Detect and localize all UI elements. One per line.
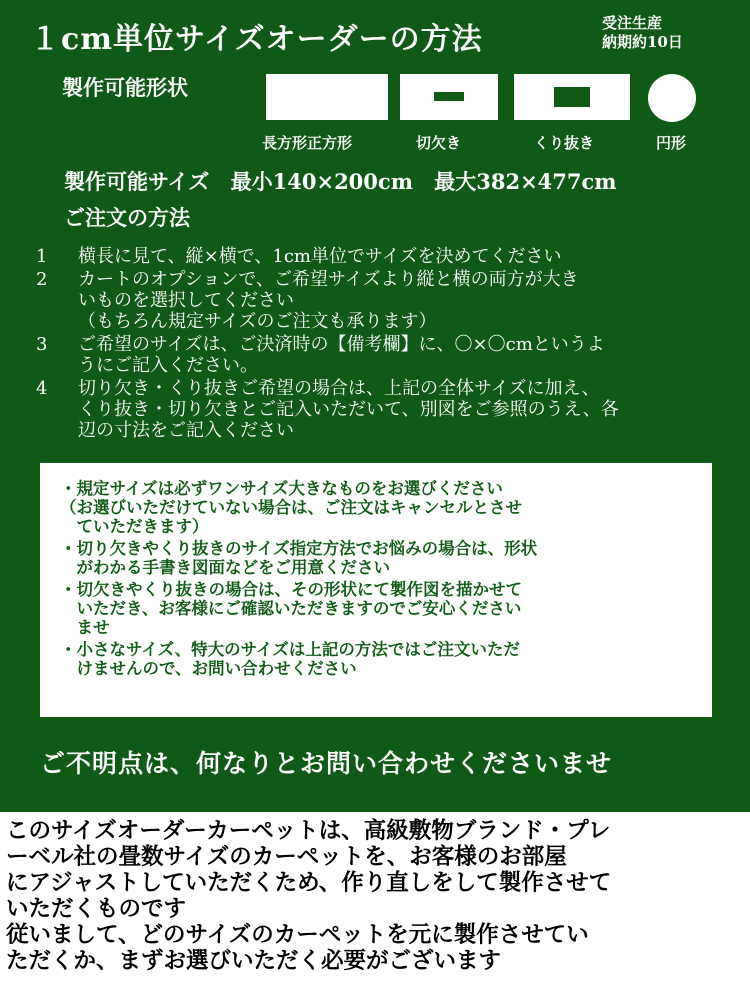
contact-message: ご不明点は、何なりとお問い合わせくださいませ xyxy=(40,749,613,778)
note-line: ・切欠きやくり抜きの場合は、その形状にて製作図を描かせて xyxy=(60,580,522,599)
shape-label: くり抜き xyxy=(534,134,595,152)
step-line: 切り欠き・くり抜きご希望の場合は、上記の全体サイズに加え、 xyxy=(78,378,600,399)
size-max: 最大382×477cm xyxy=(434,169,617,194)
note-item xyxy=(60,580,698,637)
description-line: ただくか、まずお選びいただく必要がございます xyxy=(6,948,502,974)
shape-label: 切欠き xyxy=(416,134,462,152)
order-heading: ご注文の方法 xyxy=(64,205,190,230)
delivery-note xyxy=(602,14,683,52)
order-step xyxy=(36,269,726,332)
step-line: （もちろん規定サイズのご注文も承ります） xyxy=(78,311,437,332)
order-steps xyxy=(36,246,726,443)
shapes-heading: 製作可能形状 xyxy=(62,75,188,100)
page-title: １cm単位サイズオーダーの方法 xyxy=(30,22,483,57)
description-line: 従いまして、どのサイズのカーペットを元に製作させてい xyxy=(6,922,589,948)
note-item xyxy=(60,640,698,678)
note-line: ていただきます） xyxy=(60,517,209,536)
order-step xyxy=(36,334,726,376)
step-line: いものを選択してください xyxy=(78,290,294,311)
step-text xyxy=(78,269,726,332)
step-number: 3 xyxy=(36,334,48,355)
note-item xyxy=(60,539,698,577)
cutout-shape-icon xyxy=(514,74,630,120)
note-line: けませんので、お問い合わせください xyxy=(60,659,357,678)
note-line: （お選びいただけていない場合は、ご注文はキャンセルとさせ xyxy=(60,498,522,517)
order-step xyxy=(36,378,726,441)
description-line: いただくものです xyxy=(6,896,187,922)
note-line: ・切り欠きやくり抜きのサイズ指定方法でお悩みの場合は、形状 xyxy=(60,539,538,558)
note-line: いただき、お客様にご確認いただきますのでご安心ください xyxy=(60,599,522,618)
description-text xyxy=(6,818,746,974)
step-number: 1 xyxy=(36,246,48,267)
shape-label: 長方形正方形 xyxy=(262,134,353,152)
rectangle-shape-icon xyxy=(266,74,388,120)
step-line: カートのオプションで、ご希望サイズより縦と横の両方が大き xyxy=(78,269,579,290)
note-line: ませ xyxy=(60,618,110,637)
note-item xyxy=(60,479,698,536)
note-line: がわかる手書き図面などをご用意ください xyxy=(60,558,390,577)
description-line: このサイズオーダーカーペットは、高級敷物ブランド・プレ xyxy=(6,818,611,844)
note-line: ・規定サイズは必ずワンサイズ大きなものをお選びください xyxy=(60,479,503,498)
note-line: 納期約10日 xyxy=(602,33,683,51)
step-line: うにご記入ください。 xyxy=(78,355,258,376)
shape-label: 円形 xyxy=(656,134,687,152)
step-text xyxy=(78,246,726,267)
notch-shape-icon xyxy=(400,74,498,120)
note-line: 受注生産 xyxy=(602,14,663,32)
description-line: ーベル社の畳数サイズのカーペットを、お客様のお部屋 xyxy=(6,844,567,870)
step-line: 横長に見て、縦×横で、1cm単位でサイズを決めてください xyxy=(78,246,562,267)
step-line: ご希望のサイズは、ご決済時の【備考欄】に、〇×〇cmというよ xyxy=(78,334,605,355)
sizes-line xyxy=(64,166,631,196)
circle-shape-icon xyxy=(648,74,696,122)
step-line: 辺の寸法をご記入ください xyxy=(78,420,294,441)
sizes-heading: 製作可能サイズ xyxy=(64,169,210,194)
description-line: にアジャストしていただくため、作り直しをして製作させて xyxy=(6,870,612,896)
notes-box xyxy=(40,463,712,717)
step-text xyxy=(78,334,726,376)
note-line: ・小さなサイズ、特大のサイズは上記の方法ではご注文いただ xyxy=(60,640,520,659)
step-number: 2 xyxy=(36,269,48,290)
step-number: 4 xyxy=(36,378,48,399)
size-min: 最小140×200cm xyxy=(230,169,413,194)
order-step xyxy=(36,246,726,267)
step-text xyxy=(78,378,726,441)
step-line: くり抜き・切り欠きとご記入いただいて、別図をご参照のうえ、各 xyxy=(78,399,619,420)
